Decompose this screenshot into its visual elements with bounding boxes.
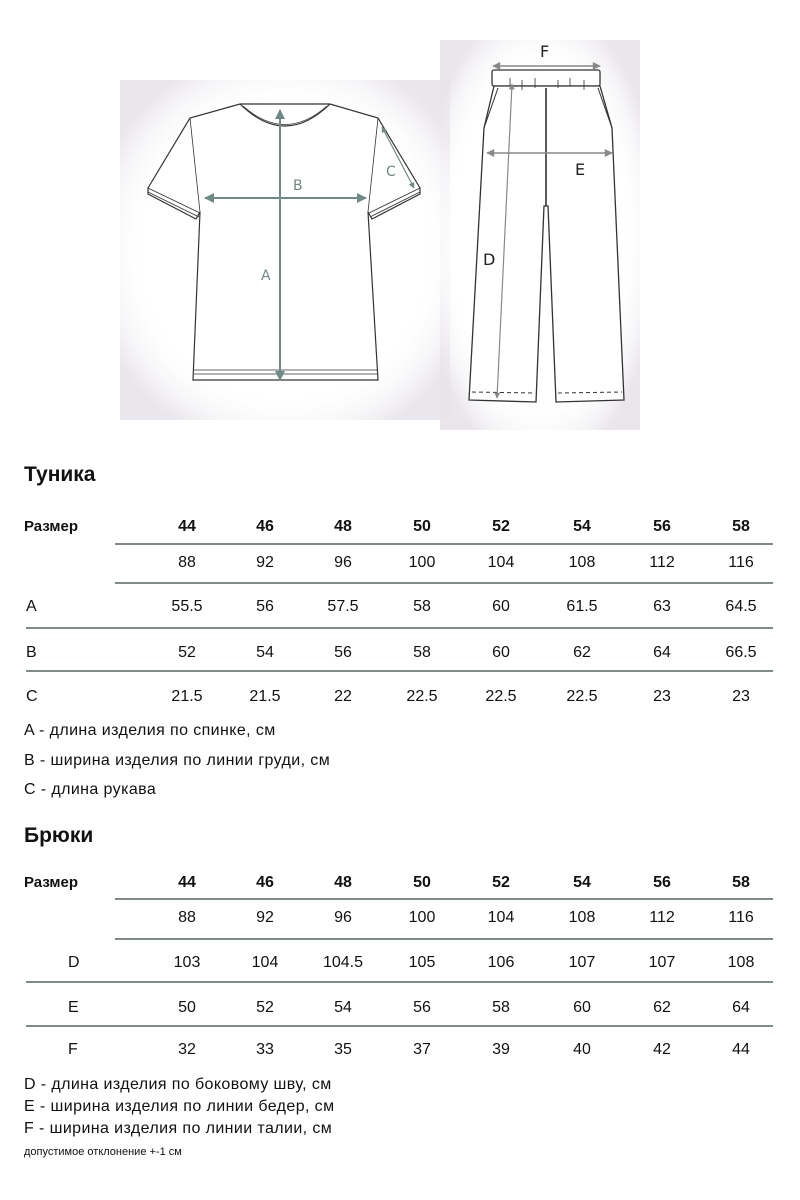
tunic-size-cell: 44 (178, 518, 196, 535)
tunic-value-cell: 64.5 (725, 598, 757, 615)
table-divider (115, 582, 773, 584)
tunic-circumference-cell: 88 (178, 554, 196, 571)
tunic-circumference-cell: 108 (568, 554, 596, 571)
tunic-value-cell: 23 (653, 688, 671, 705)
tunic-row-c (0, 685, 800, 709)
tunic-size-cell: 54 (573, 518, 591, 535)
tunic-row-label: A (26, 598, 37, 615)
pants-size-cell: 58 (732, 874, 750, 891)
pants-row-f (0, 1038, 800, 1062)
tunic-value-cell: 21.5 (171, 688, 203, 705)
tunic-value-cell: 21.5 (249, 688, 281, 705)
pants-value-cell: 58 (492, 999, 510, 1016)
pants-value-cell: 42 (653, 1041, 671, 1058)
pants-title: Брюки (24, 824, 94, 847)
pants-row-d (0, 951, 800, 975)
pants-value-cell: 37 (413, 1041, 431, 1058)
tunic-value-cell: 62 (573, 644, 591, 661)
tunic-value-cell: 55.5 (171, 598, 203, 615)
tunic-circumference-cell: 100 (408, 554, 436, 571)
garment-diagram (0, 0, 800, 440)
tunic-size-cell: 46 (256, 518, 274, 535)
tunic-circumference-cell: 96 (334, 554, 352, 571)
pants-value-cell: 52 (256, 999, 274, 1016)
tunic-size-cell: 48 (334, 518, 352, 535)
pants-size-cell: 44 (178, 874, 196, 891)
tunic-value-cell: 58 (413, 598, 431, 615)
pants-size-cell: 54 (573, 874, 591, 891)
tunic-value-cell: 66.5 (725, 644, 757, 661)
table-divider (115, 898, 773, 900)
tunic-value-cell: 60 (492, 598, 510, 615)
pants-value-cell: 104 (251, 954, 279, 971)
pants-value-cell: 44 (732, 1041, 750, 1058)
pants-value-cell: 106 (487, 954, 515, 971)
pants-legend-item: D - длина изделия по боковому шву, см (24, 1076, 332, 1093)
tunic-size-cell: 56 (653, 518, 671, 535)
pants-size-cell: 56 (653, 874, 671, 891)
tunic-value-cell: 54 (256, 644, 274, 661)
pants-label-e: E (575, 160, 586, 179)
tunic-value-cell: 57.5 (327, 598, 359, 615)
tunic-row-label: C (26, 688, 38, 705)
tunic-circumference-cell: 116 (728, 554, 754, 571)
tunic-legend (24, 716, 330, 805)
pants-row-label: F (68, 1041, 78, 1058)
table-divider (26, 1025, 773, 1027)
tunic-circumference-cell: 92 (256, 554, 274, 571)
pants-label-d: D (483, 250, 496, 269)
tunic-value-cell: 22.5 (566, 688, 598, 705)
table-divider (115, 543, 773, 545)
table-divider (26, 670, 773, 672)
pants-circumference-row (0, 906, 800, 930)
pants-value-cell: 33 (256, 1041, 274, 1058)
pants-size-cell: 48 (334, 874, 352, 891)
pants-row-label: E (68, 999, 79, 1016)
pants-value-cell: 104.5 (322, 954, 364, 971)
tunic-value-cell: 58 (413, 644, 431, 661)
tunic-legend-item: A - длина изделия по спинке, см (24, 722, 276, 739)
pants-circumference-cell: 108 (568, 909, 596, 926)
tunic-title: Туника (24, 463, 96, 486)
pants-label-f: F (540, 42, 550, 61)
pants-value-cell: 60 (573, 999, 591, 1016)
table-divider (115, 938, 773, 940)
tunic-value-cell: 56 (256, 598, 274, 615)
tunic-label-c: C (386, 164, 396, 180)
pants-value-cell: 32 (178, 1041, 196, 1058)
pants-value-cell: 105 (408, 954, 436, 971)
pants-value-cell: 35 (334, 1041, 352, 1058)
pants-value-cell: 108 (727, 954, 755, 971)
pants-value-cell: 107 (568, 954, 596, 971)
tunic-size-cell: 52 (492, 518, 510, 535)
pants-size-cell: 46 (256, 874, 274, 891)
tunic-value-cell: 23 (732, 688, 750, 705)
pants-legend (24, 1074, 334, 1140)
pants-value-cell: 107 (648, 954, 676, 971)
pants-size-cell: 52 (492, 874, 510, 891)
tunic-value-cell: 63 (653, 598, 671, 615)
tunic-label-b: B (293, 178, 303, 194)
pants-circumference-cell: 96 (334, 909, 352, 926)
pants-row-label: D (68, 954, 80, 971)
table-divider (26, 981, 773, 983)
pants-header-row (0, 871, 800, 895)
tunic-row-b (0, 641, 800, 665)
pants-circumference-cell: 116 (728, 909, 754, 926)
tunic-value-cell: 56 (334, 644, 352, 661)
pants-value-cell: 56 (413, 999, 431, 1016)
pants-circumference-cell: 88 (178, 909, 196, 926)
pants-row-e (0, 996, 800, 1020)
tunic-size-cell: 50 (413, 518, 431, 535)
table-divider (26, 627, 773, 629)
pants-legend-item: E - ширина изделия по линии бедер, см (24, 1098, 335, 1115)
pants-value-cell: 50 (178, 999, 196, 1016)
pants-value-cell: 54 (334, 999, 352, 1016)
tunic-value-cell: 64 (653, 644, 671, 661)
tunic-legend-item: C - длина рукава (24, 781, 157, 798)
pants-circumference-cell: 92 (256, 909, 274, 926)
pants-size-label: Размер (24, 874, 79, 891)
tunic-row-a (0, 595, 800, 619)
tunic-value-cell: 22 (334, 688, 352, 705)
tunic-circumference-cell: 112 (649, 554, 675, 571)
garment-illustrations (0, 0, 800, 440)
pants-circumference-cell: 104 (487, 909, 515, 926)
tunic-circumference-row (0, 551, 800, 575)
tunic-header-row (0, 515, 800, 539)
tunic-value-cell: 52 (178, 644, 196, 661)
pants-value-cell: 39 (492, 1041, 510, 1058)
pants-legend-item: F - ширина изделия по линии талии, см (24, 1120, 333, 1137)
tolerance-note: допустимое отклонение +-1 см (24, 1146, 182, 1158)
tunic-circumference-cell: 104 (487, 554, 515, 571)
tunic-value-cell: 22.5 (406, 688, 438, 705)
tunic-value-cell: 61.5 (566, 598, 598, 615)
pants-value-cell: 40 (573, 1041, 591, 1058)
pants-size-cell: 50 (413, 874, 431, 891)
pants-value-cell: 64 (732, 999, 750, 1016)
tunic-size-label: Размер (24, 518, 79, 535)
tunic-legend-item: B - ширина изделия по линии груди, см (24, 751, 331, 769)
tunic-size-cell: 58 (732, 518, 750, 535)
pants-value-cell: 62 (653, 999, 671, 1016)
tunic-value-cell: 60 (492, 644, 510, 661)
pants-circumference-cell: 100 (408, 909, 436, 926)
pants-value-cell: 103 (173, 954, 201, 971)
tunic-value-cell: 22.5 (485, 688, 517, 705)
tunic-label-a: A (261, 268, 271, 284)
pants-circumference-cell: 112 (649, 909, 675, 926)
tunic-row-label: B (26, 644, 37, 661)
